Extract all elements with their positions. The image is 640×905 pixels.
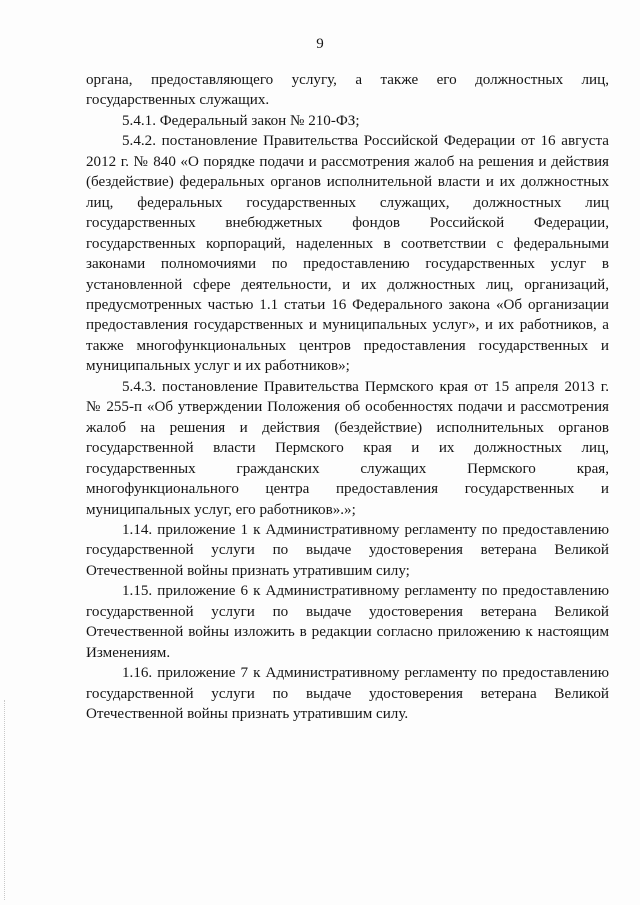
text-line: 1.15. приложение 6 к Административному регламенту по предоставлению [122,583,609,600]
text-line: Изменениям. [86,644,171,661]
document-body [86,70,609,725]
paragraph-1-16 [86,663,609,724]
page-number: 9 [316,36,324,52]
text-line: государственных служащих. [86,92,270,109]
text-line: законами полномочиями по предоставлению государственных услуг в [86,256,609,273]
text-line: государственной услуги по выдаче удостоверения ветерана Великой [86,603,609,620]
text-line: жалоб на решения и действия (бездействие) исполнительных органов [86,419,609,436]
text-line: 1.16. приложение 7 к Административному регламенту по предоставлению [122,665,609,682]
text-line: муниципальных услуг и их работников»; [86,358,350,375]
text-line: государственной власти Пермского края и их должностных лиц, [86,440,609,457]
paragraph-5-4-3 [86,377,609,520]
text-line: государственных корпораций, наделенных в соответствии с федеральными [86,235,609,252]
text-line: государственной услуги по выдаче удостоверения ветерана Великой [86,542,609,559]
text-line: 2012 г. № 840 «О порядке подачи и рассмотрения жалоб на решения и действия [86,153,609,170]
paragraph-1-14 [86,520,609,581]
scan-edge-artifact [4,700,5,900]
text-line: государственных внебюджетных фондов Российской Федерации, [86,215,609,232]
text-line: также многофункциональных центров предоставления государственных и [86,337,609,354]
text-line: Отечественной войны признать утратившим силу; [86,562,410,579]
text-line: органа, предоставляющего услугу, а также его должностных лиц, [86,72,609,88]
text-line: государственной услуги по выдаче удостоверения ветерана Великой [86,685,609,702]
text-line: (бездействие) федеральных органов исполнительной власти и их должностных [86,174,609,191]
text-line: 5.4.3. постановление Правительства Пермского края от 15 апреля 2013 г. [122,378,609,395]
text-line: Отечественной войны признать утратившим силу. [86,706,409,723]
text-line: 5.4.1. Федеральный закон № 210-ФЗ; [122,112,360,129]
text-line: предоставления государственных и муниципальных услуг», и их работников, а [86,317,609,334]
text-line: № 255-п «Об утверждении Положения об особенностях подачи и рассмотрения [86,399,609,416]
text-line: предусмотренных частью 1.1 статьи 16 Федерального закона «Об организации [86,296,609,313]
text-line: 5.4.2. постановление Правительства Российской Федерации от 16 августа [122,133,609,150]
text-line: 1.14. приложение 1 к Административному регламенту по предоставлению [122,521,609,538]
text-line: многофункционального центра предоставления государственных и [86,481,609,498]
text-line: государственных гражданских служащих Пермского края, [86,460,609,477]
text-line: установленной сфере деятельности, и их должностных лиц, организаций, [86,276,609,293]
paragraph-1-15 [86,581,609,663]
paragraph-5-4-2 [86,131,609,376]
text-line: Отечественной войны изложить в редакции согласно приложению к настоящим [86,624,609,641]
text-line: муниципальных услуг, его работников».»; [86,501,356,518]
paragraph-5-4-1 [86,111,609,131]
paragraph-continuation [86,70,609,111]
text-line: лиц, федеральных государственных служащих, должностных лиц [86,194,609,211]
